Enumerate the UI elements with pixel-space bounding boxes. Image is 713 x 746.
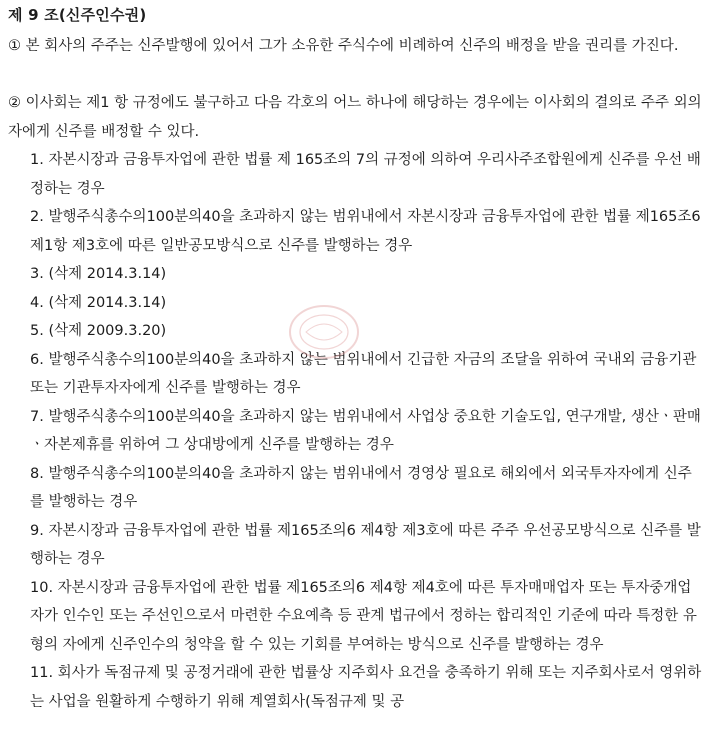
list-item-4: 4. (삭제 2014.3.14): [30, 294, 167, 311]
list-item-7: 7. 발행주식총수의100분의40을 초과하지 않는 범위내에서 사업상 중요한 기술도입, 연구개발, 생산ㆍ판매ㆍ자본제휴를 위하여 그 상대방에게 신주를 발행하는 경우: [30, 408, 701, 453]
list-item-6: 6. 발행주식총수의100분의40을 초과하지 않는 범위내에서 긴급한 자금의 조달을 위하여 국내외 금융기관 또는 기관투자자에게 신주를 발행하는 경우: [30, 351, 697, 396]
article-title: 제 9 조(신주인수권): [8, 6, 147, 24]
list-item-5: 5. (삭제 2009.3.20): [30, 323, 167, 339]
list-item-10: 10. 자본시장과 금융투자업에 관한 법률 제165조의6 제4항 제4호에 따른 투자매매업자 또는 투자중개업자가 인수인 또는 주선인으로서 마련한 수요예측 등 관계 법규에서 정하는 합리적인 기준에 따라 특정한 유형의 자에게 신주인수의 청약을 할 수 있는 기회를 부여하는 방식으로 신주를 발행하는 경우: [30, 579, 697, 653]
paragraph-1: ① 본 회사의 주주는 신주발행에 있어서 그가 소유한 주식수에 비례하여 신주의 배정을 받을 권리를 가진다.: [8, 38, 679, 54]
list-item-9: 9. 자본시장과 금융투자업에 관한 법률 제165조의6 제4항 제3호에 따른 주주 우선공모방식으로 신주를 발행하는 경우: [30, 522, 701, 567]
list-item-1: 1. 자본시장과 금융투자업에 관한 법률 제 165조의 7의 규정에 의하여 우리사주조합원에게 신주를 우선 배정하는 경우: [30, 152, 701, 197]
paragraph-2: ② 이사회는 제1 항 규정에도 불구하고 다음 각호의 어느 하나에 해당하는 경우에는 이사회의 결의로 주주 외의 자에게 신주를 배정할 수 있다.: [8, 95, 702, 140]
list-item-8: 8. 발행주식총수의100분의40을 초과하지 않는 범위내에서 경영상 필요로 해외에서 외국투자자에게 신주를 발행하는 경우: [30, 465, 692, 510]
list-item-3: 3. (삭제 2014.3.14): [30, 266, 167, 282]
list-item-11: 11. 회사가 독점규제 및 공정거래에 관한 법률상 지주회사 요건을 충족하기 위해 또는 지주회사로서 영위하는 사업을 원활하게 수행하기 위해 계열회사(독점규제 및 공: [30, 665, 702, 710]
list-item-2: 2. 발행주식총수의100분의40을 초과하지 않는 범위내에서 자본시장과 금융투자업에 관한 법률 제165조6 제1항 제3호에 따른 일반공모방식으로 신주를 발행하는 경우: [30, 209, 701, 254]
item-list: [30, 146, 705, 716]
